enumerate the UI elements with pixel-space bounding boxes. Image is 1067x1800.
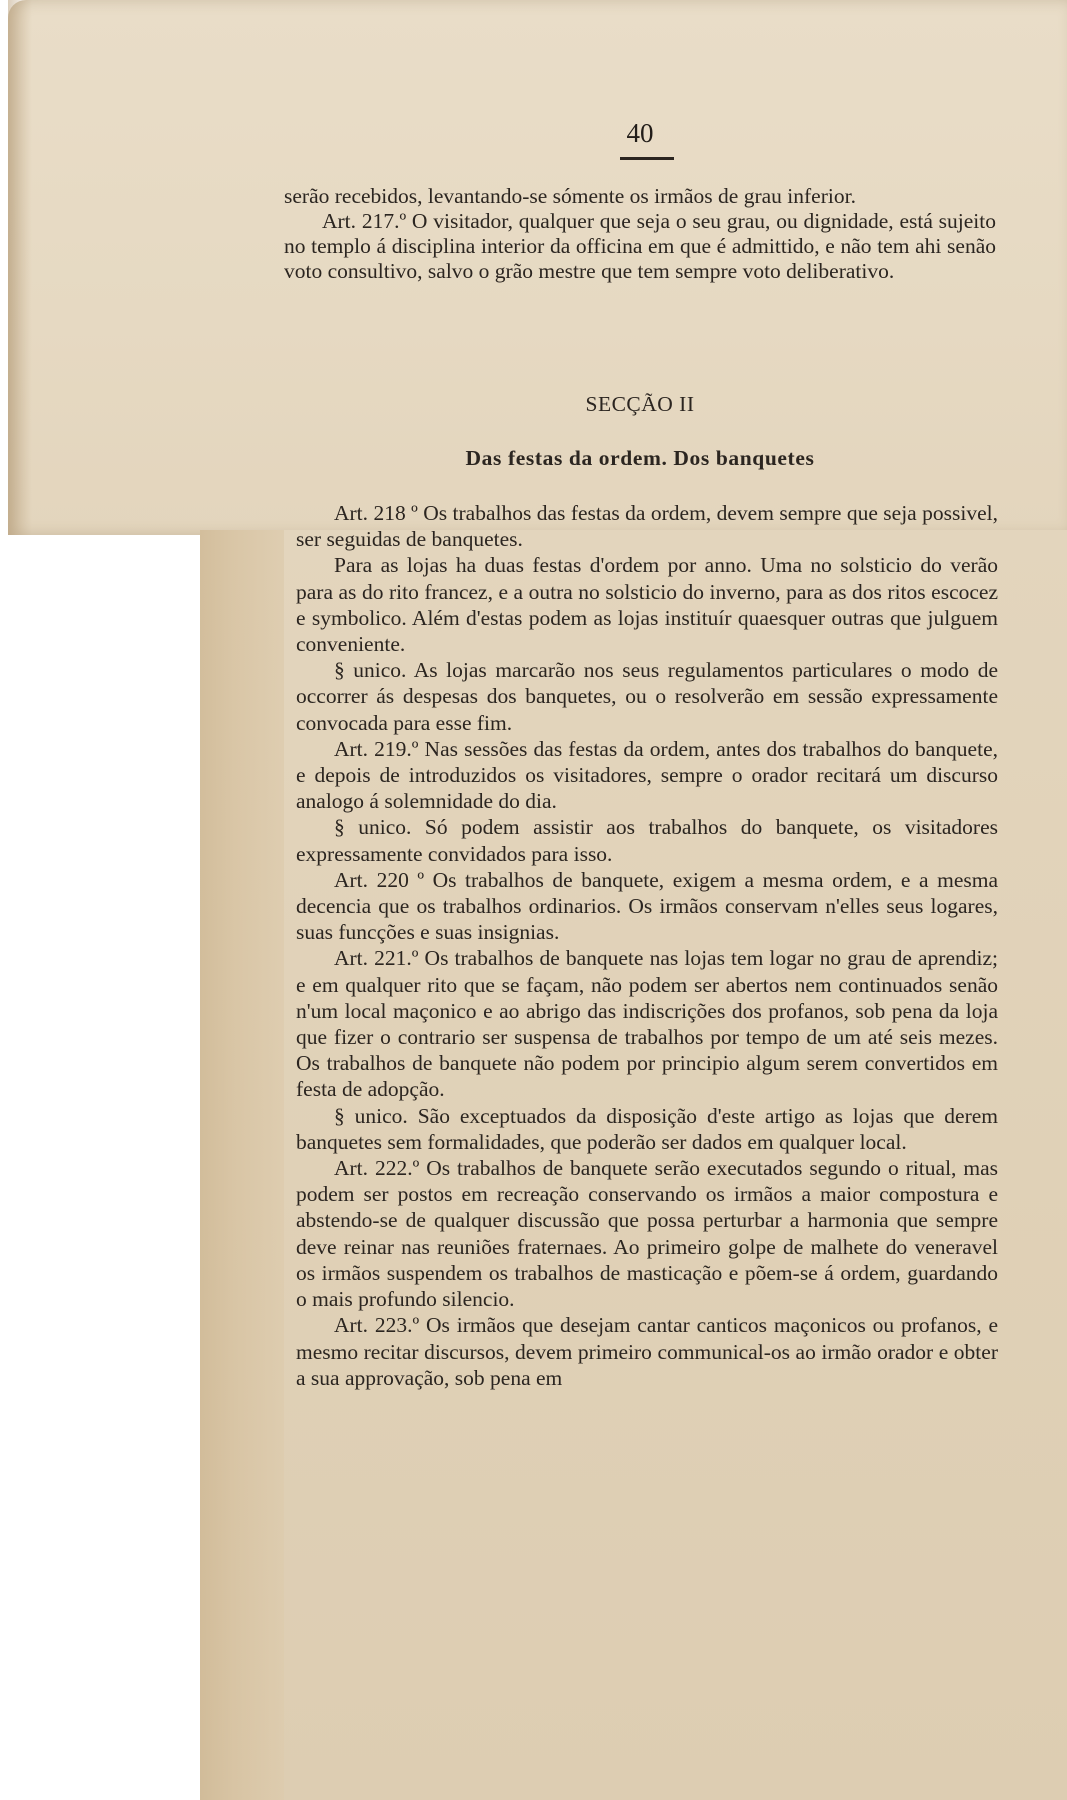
- page-number: 40: [626, 118, 654, 148]
- intro-continuation: serão recebidos, levantando-se sómente os irmãos de grau inferior.: [284, 184, 856, 208]
- paragraph: Art. 218 º Os trabalhos das festas da ordem, devem sempre que seja possivel, ser seguidas de banquetes.: [296, 501, 998, 552]
- body-text: [296, 500, 998, 1391]
- page-spine-edge: [200, 530, 284, 1800]
- torn-edge: [8, 0, 32, 535]
- paragraph: § unico. As lojas marcarão nos seus regulamentos particulares o modo de occorrer ás despesas dos banquetes, ou o resolverão em sessão expressamente convocada para esse fim.: [296, 658, 998, 735]
- paragraph: Art. 221.º Os trabalhos de banquete nas lojas tem logar no grau de aprendiz; e em qualquer rito que se façam, não podem ser abertos nem continuados senão n'um local maçonico e ao abrigo das indiscrições dos profanos, sob pena da loja que fizer o contrario ser suspensa de trabalhos por tempo de um até seis mezes. Os trabalhos de banquete não podem por principio algum serem convertidos em festa de adopção.: [296, 946, 998, 1102]
- paragraph: Art. 222.º Os trabalhos de banquete serão executados segundo o ritual, mas podem ser postos em recreação conservando os irmãos a maior compostura e abstendo-se de qualquer discussão que possa perturbar a harmonia que sempre deve reinar nas reuniões fraternaes. Ao primeiro golpe de malhete do veneravel os irmãos suspendem os trabalhos de masticação e põem-se á ordem, guardando o mais profundo silencio.: [296, 1156, 998, 1312]
- paragraph: Art. 220 º Os trabalhos de banquete, exigem a mesma ordem, e a mesma decencia que os trabalhos ordinarios. Os irmãos conservam n'elles seus logares, suas funcções e suas insignias.: [296, 867, 998, 945]
- intro-block: [284, 184, 996, 284]
- article-217: Art. 217.º O visitador, qualquer que seja o seu grau, ou dignidade, está sujeito no templo á disciplina interior da officina em que é admittido, e não tem ahi senão voto consultivo, salvo o grão mestre que tem sempre voto deliberativo.: [284, 209, 996, 283]
- paragraph: Para as lojas ha duas festas d'ordem por anno. Uma no solsticio do verão para as do rito francez, e a outra no solsticio do inverno, para as dos ritos escocez e symbolico. Além d'estas podem as lojas instituír quaesquer outras que julguem conveniente.: [296, 553, 998, 657]
- page-number-rule: [620, 157, 674, 160]
- section-subtitle: Das festas da ordem. Dos banquetes: [465, 446, 815, 470]
- paragraph: Art. 223.º Os irmãos que desejam cantar canticos maçonicos ou profanos, e mesmo recitar discursos, devem primeiro communical-os ao irmão orador e obter a sua approvação, sob pena em: [296, 1313, 998, 1390]
- paragraph: § unico. São exceptuados da disposição d'este artigo as lojas que derem banquetes sem formalidades, que poderão ser dados em qualquer local.: [296, 1103, 998, 1154]
- section-title: SECÇÃO II: [585, 392, 695, 416]
- paragraph: § unico. Só podem assistir aos trabalhos do banquete, os visitadores expressamente convidados para isso.: [296, 815, 998, 866]
- paragraph: Art. 219.º Nas sessões das festas da ordem, antes dos trabalhos do banquete, e depois de introduzidos os visitadores, sempre o orador recitará um discurso analogo á solemnidade do dia.: [296, 736, 998, 814]
